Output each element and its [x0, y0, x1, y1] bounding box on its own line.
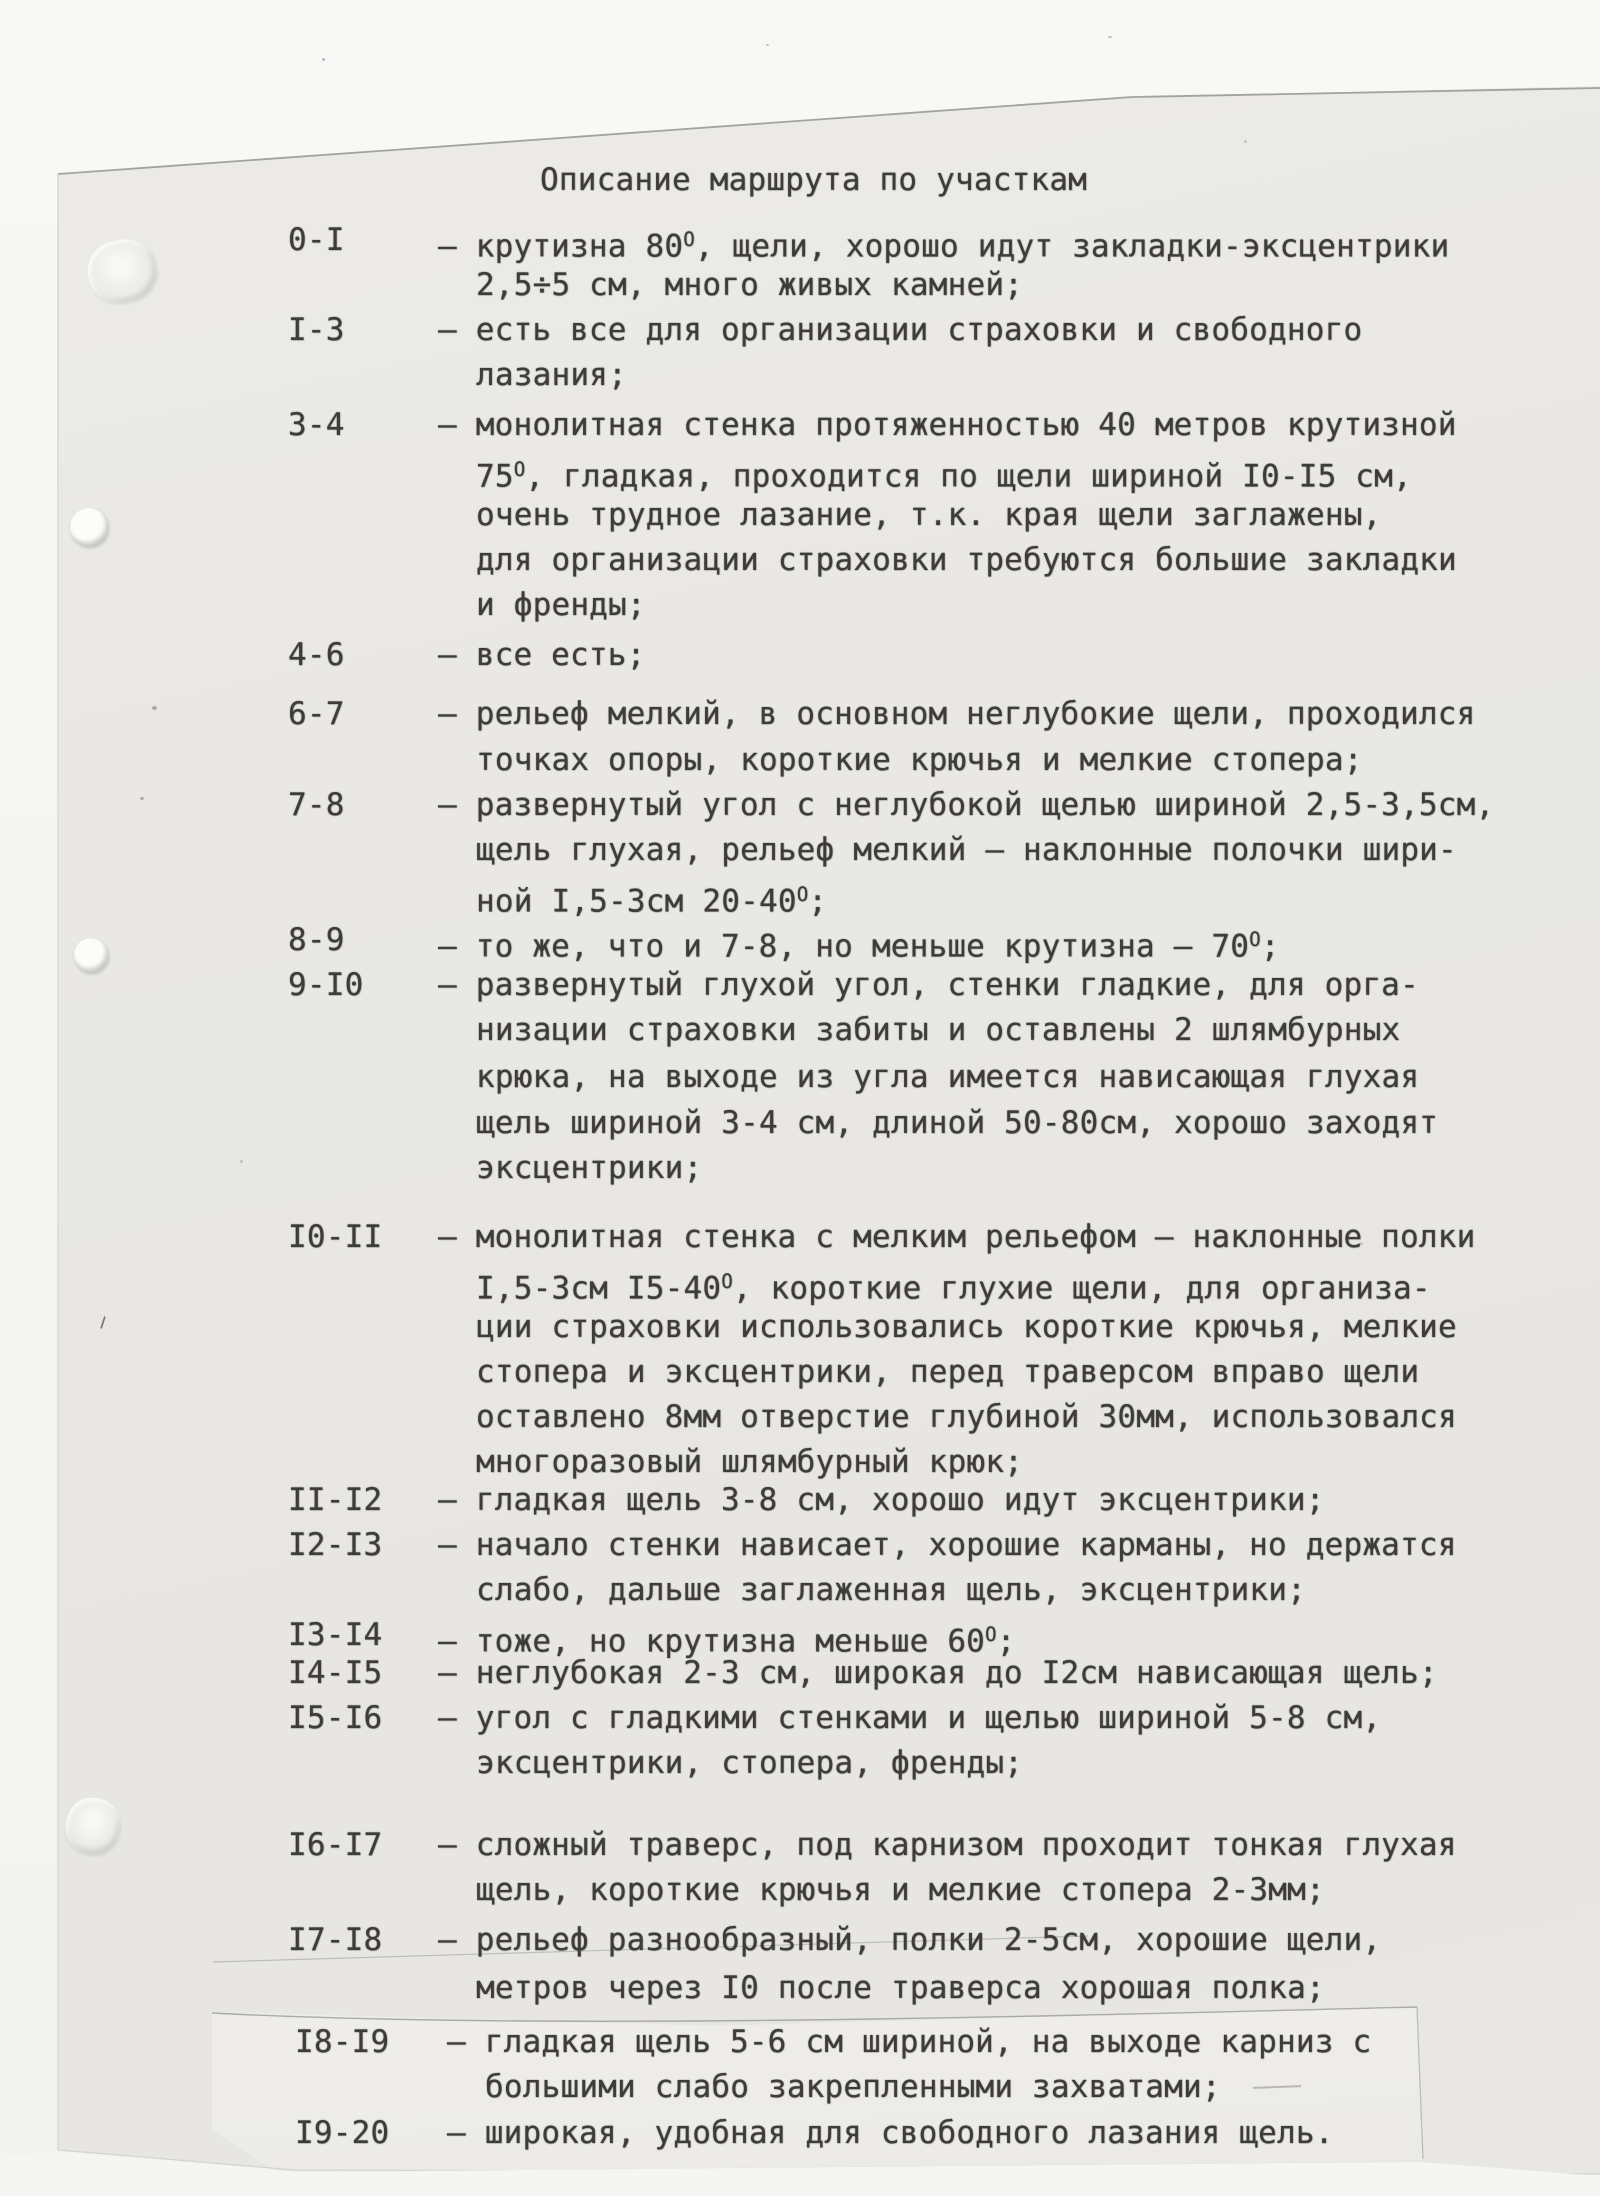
route-line: щель шириной 3-4 см, длиной 50-80см, хорошо заходят [476, 1105, 1439, 1141]
route-line: щель, короткие крючья и мелкие стопера 2-3мм; [476, 1872, 1325, 1908]
section-label: 9-I0 [288, 967, 364, 1003]
route-line: – все есть; [438, 637, 646, 673]
route-line: I,5-3см $I5-40^O$, короткие глухие щели, для организа- [476, 1270, 1431, 1307]
route-line: эксцентрики; [476, 1150, 703, 1186]
section-label: I0-II [288, 1219, 383, 1255]
section-label: I7-I8 [288, 1922, 383, 1958]
route-line: – неглубокая 2-3 см, широкая до I2см нависающая щель; [438, 1655, 1438, 1691]
route-line: точках опоры, короткие крючья и мелкие стопера; [476, 742, 1363, 778]
section-label: I-3 [288, 312, 345, 348]
route-line: – сложный траверс, под карнизом проходит тонкая глухая [438, 1827, 1457, 1863]
section-label: I5-I6 [288, 1700, 383, 1736]
route-line: – гладкая щель 5-6 см шириной, на выходе карниз с [447, 2024, 1372, 2060]
section-label: I3-I4 [288, 1617, 383, 1653]
route-line: 2,5÷5 см, много живых камней; [476, 267, 1024, 303]
route-line: – монолитная стенка протяженностью 40 метров крутизной [438, 407, 1457, 443]
route-line: – есть все для организации страховки и свободного [438, 312, 1363, 348]
route-line: – гладкая щель 3-8 см, хорошо идут эксцентрики; [438, 1482, 1325, 1518]
section-label: 3-4 [288, 407, 345, 443]
route-line: – рельеф разнообразный, полки 2-5см, хорошие щели, [438, 1922, 1382, 1958]
route-line: метров через I0 после траверса хорошая полка; [476, 1970, 1325, 2006]
section-label: II-I2 [288, 1482, 383, 1518]
document-title: Описание маршрута по участкам [540, 162, 1088, 198]
route-line: многоразовый шлямбурный крюк; [476, 1444, 1024, 1480]
route-line: большими слабо закрепленными захватами; [485, 2069, 1221, 2105]
route-line: слабо, дальше заглаженная щель, эксцентрики; [476, 1572, 1306, 1608]
route-line: – развернутый угол с неглубокой щелью шириной 2,5-3,5см, [438, 787, 1495, 823]
section-label: I9-20 [295, 2115, 390, 2151]
section-label: 8-9 [288, 922, 345, 958]
route-line: – тоже, но крутизна меньше $60^O$; [438, 1623, 1016, 1660]
section-label: I8-I9 [295, 2024, 390, 2060]
route-line: низации страховки забиты и оставлены 2 шлямбурных [476, 1012, 1401, 1048]
route-line: оставлено 8мм отверстие глубиной 30мм, использовался [476, 1399, 1457, 1435]
route-line: стопера и эксцентрики, перед траверсом вправо щели [476, 1354, 1420, 1390]
route-line: – рельеф мелкий, в основном неглубокие щели, проходился [438, 696, 1476, 732]
route-line: – развернутый глухой угол, стенки гладкие, для орга- [438, 967, 1419, 1003]
section-label: 0-I [288, 222, 345, 258]
route-line: ной I,5-3см $20-40^O$; [476, 883, 828, 920]
route-line: – широкая, удобная для свободного лазания щель. [447, 2115, 1334, 2151]
route-line: лазания; [476, 357, 627, 393]
section-label: I2-I3 [288, 1527, 383, 1563]
route-line: – начало стенки нависает, хорошие карманы, но держатся [438, 1527, 1457, 1563]
route-line: ции страховки использовались короткие крючья, мелкие [476, 1309, 1457, 1345]
route-line: очень трудное лазание, т.к. края щели заглажены, [476, 497, 1382, 533]
route-line: эксцентрики, стопера, френды; [476, 1745, 1024, 1781]
route-line: $75^O$, гладкая, проходится по щели шириной I0-I5 см, [476, 458, 1412, 495]
section-label: 4-6 [288, 637, 345, 673]
route-line: крюка, на выходе из угла имеется нависающая глухая [476, 1059, 1420, 1095]
section-label: 6-7 [288, 696, 345, 732]
route-line: – угол с гладкими стенками и щелью шириной 5-8 см, [438, 1700, 1382, 1736]
route-line: щель глухая, рельеф мелкий – наклонные полочки шири- [476, 832, 1457, 868]
section-label: I4-I5 [288, 1655, 383, 1691]
route-line: для организации страховки требуются большие закладки [476, 542, 1457, 578]
section-label: 7-8 [288, 787, 345, 823]
route-line: – то же, что и 7-8, но меньше крутизна – $70^O$; [438, 928, 1280, 965]
section-label: I6-I7 [288, 1827, 383, 1863]
route-line: и френды; [476, 587, 646, 623]
route-line: – крутизна $80^O$, щели, хорошо идут закладки-эксцентрики [438, 228, 1450, 265]
route-line: – монолитная стенка с мелким рельефом – наклонные полки [438, 1219, 1476, 1255]
